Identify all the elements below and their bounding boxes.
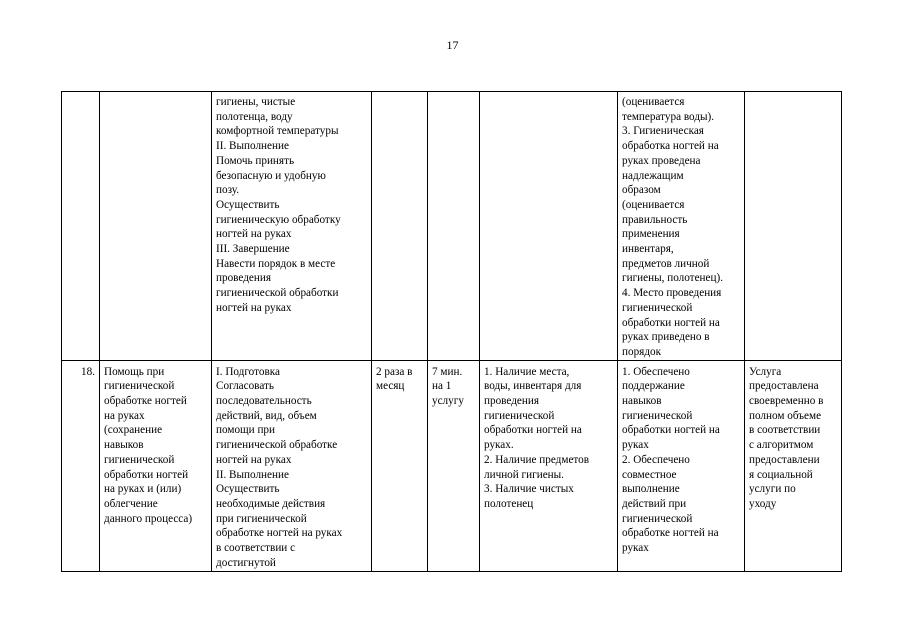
row-number-cell: 18. — [62, 360, 100, 571]
service-name-cell: Помощь при гигиенической обработке ногтей на руках (сохранение навыков гигиенической обработки ногтей на руках и (или) облегчение данного процесса) — [100, 360, 212, 571]
row-number-cell — [62, 92, 100, 361]
conditions-cell — [480, 92, 618, 361]
periodicity-cell: 2 раза в месяц — [372, 360, 428, 571]
services-table — [61, 91, 842, 572]
service-name-cell — [100, 92, 212, 361]
result-cell — [745, 92, 842, 361]
quality-cell: 1. Обеспечено поддержание навыков гигиенической обработки ногтей на руках 2. Обеспечено совместное выполнение действий при гигиенической обработке ногтей на руках — [618, 360, 745, 571]
conditions-cell: 1. Наличие места, воды, инвентаря для проведения гигиенической обработки ногтей на руках. 2. Наличие предметов личной гигиены. 3. Наличие чистых полотенец — [480, 360, 618, 571]
quality-cell: (оценивается температура воды). 3. Гигиеническая обработка ногтей на руках проведена надлежащим образом (оценивается правильность применения инвентаря, предметов личной гигиены, полотенец). 4. Место проведения гигиенической обработки ногтей на руках приведено в порядок — [618, 92, 745, 361]
duration-cell — [428, 92, 480, 361]
duration-cell: 7 мин. на 1 услугу — [428, 360, 480, 571]
periodicity-cell — [372, 92, 428, 361]
table-row — [62, 360, 842, 571]
table-row — [62, 92, 842, 361]
page-number: 17 — [446, 38, 459, 52]
actions-cell: I. Подготовка Согласовать последовательность действий, вид, объем помощи при гигиенической обработке ногтей на руках II. Выполнение Осуществить необходимые действия при гигиенической обработке ногтей на руках в соответствии с достигнутой — [212, 360, 372, 571]
actions-cell: гигиены, чистые полотенца, воду комфортной температуры II. Выполнение Помочь принять безопасную и удобную позу. Осуществить гигиеническую обработку ногтей на руках III. Завершение Навести порядок в месте проведения гигиенической обработки ногтей на руках — [212, 92, 372, 361]
result-cell: Услуга предоставлена своевременно в полном объеме в соответствии с алгоритмом предоставлени я социальной услуги по уходу — [745, 360, 842, 571]
